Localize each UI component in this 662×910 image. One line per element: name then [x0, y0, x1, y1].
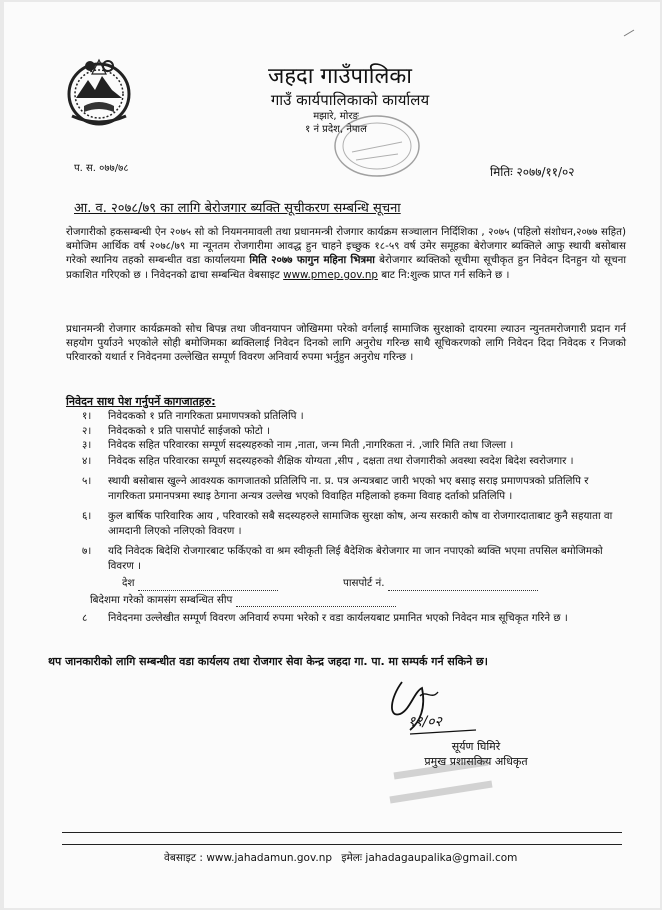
list-item	[82, 409, 622, 424]
office-name: गाउँ कार्यपालिकाको कार्यालय	[270, 91, 430, 109]
office-stamp-icon	[322, 102, 432, 182]
skill-label: बिदेशमा गरेको कामसंग सम्बन्धित सीप	[90, 593, 233, 606]
designation-stamp-icon	[388, 756, 498, 816]
nepal-emblem-icon	[62, 54, 136, 128]
requirements-heading: निवेदन साथ पेश गर्नुपर्ने कागजातहरु:	[66, 395, 216, 408]
list-item-text: निवेदकको १ प्रति पासपोर्ट साईजको फोटो ।	[108, 424, 270, 437]
country-passport-row	[82, 576, 622, 591]
list-item-number: ४।	[82, 454, 92, 467]
list-item-text: निवेदनमा उल्लेखीत सम्पूर्ण विवरण अनिवार्य रुपमा भरेको र वडा कार्यलयबाट प्रमानित भएको निवेदन मात्र सूचिकृत गरिने छ ।	[108, 612, 568, 624]
pen-mark-icon	[622, 28, 638, 38]
requirements-list	[82, 409, 622, 626]
list-item-text: कुल बार्षिक पारिवारिक आय , परिवारको सबै सदस्यहरुले सामाजिक सुरक्षा कोष, अन्य सरकारी कोष वा रोजगारदाताबाट कुनै सहयाता वा आमदानी लिएको नलिएको विवरण ।	[108, 510, 613, 537]
notice-date	[490, 163, 575, 180]
date-label: मितिः	[490, 165, 513, 179]
paragraph-1-text-b: बेरोजगार ब्यक्तिको सूचीमा सूचीकृत हुन निवेदन दिनहुन यो सूचना प्रकाशित गरिएको छ । निवेदनको ढाचा सम्बन्धित वेबसाइट	[66, 254, 627, 281]
signature-date: ११/०२	[408, 714, 442, 730]
list-item-text: यदि निवेदक बिदेशि रोजगारबाट फर्किएको वा श्रम स्वीकृती लिई बैदेशिक बेरोजगार मा जान नपाएको ब्यक्ति भएमा तपसिल बमोजिमको विवरण ।	[108, 545, 603, 572]
address-line-2: १ नं प्रदेश, नेपाल	[305, 124, 367, 135]
list-item-text: निवेदकको १ प्रति नागरिकता प्रमाणपत्रको प्रतिलिपि ।	[108, 410, 304, 422]
list-item-number: ८	[82, 612, 88, 624]
passport-field[interactable]	[388, 590, 538, 591]
pmep-url: www.pmep.gov.np	[283, 268, 378, 281]
website-label: वेबसाइट :	[164, 852, 203, 864]
paragraph-1-deadline: मिति २०७७ फागुन महिना भित्रमा	[249, 254, 375, 267]
passport-label: पासपोर्ट नं.	[343, 577, 385, 589]
footer-rule-top	[62, 832, 622, 833]
address-line-1: मझारे, मोरङ	[313, 111, 359, 122]
list-item-number: ६।	[82, 510, 92, 522]
country-label: देश	[122, 577, 135, 589]
email-link[interactable]: jahadagaupalika@gmail.com	[365, 852, 518, 864]
list-item-number: ३।	[82, 439, 92, 451]
list-item-number: २।	[82, 424, 92, 437]
list-item	[82, 454, 622, 469]
list-item-number: ७।	[82, 545, 92, 557]
list-item	[82, 474, 622, 503]
notice-title: आ. व. २०७८/७९ का लागि बेरोजगार ब्यक्ति सूचीकरण सम्बन्धि सूचना	[74, 201, 401, 216]
email-label: इमेलः	[341, 852, 363, 864]
website-link[interactable]: www.jahadamun.gov.np	[206, 852, 333, 864]
list-item-text: निवेदक सहित परिवारका सम्पूर्ण सदस्यहरुको शैक्षिक योग्यता ,सीप , दक्षता तथा रोजगारीको अवस्था स्वदेश बिदेश स्वरोजगार ।	[108, 454, 574, 467]
list-item	[82, 438, 622, 453]
paragraph-1	[66, 225, 626, 282]
paragraph-1-text-c: बाट नि:शुल्क प्राप्त गर्न सकिने छ ।	[381, 268, 510, 281]
list-item	[82, 424, 622, 439]
org-name: जहदा गाउँपालिका	[268, 64, 412, 89]
list-item-number: ५।	[82, 475, 92, 487]
list-item-number: १।	[82, 410, 92, 422]
list-item	[82, 544, 622, 573]
list-item-text: निवेदक सहित परिवारका सम्पूर्ण सदस्यहरुको नाम ,नाता, जन्म मिती ,नागरिकता नं. ,जारि मिति तथा जिल्ला ।	[108, 439, 514, 451]
contact-note: थप जानकारीको लागि सम्बन्धीत वडा कार्यलय तथा रोजगार सेवा केन्द्र जहदा गा. पा. मा सम्पर्क गर्न सकिने छ।	[48, 655, 488, 668]
signatory-designation: प्रमुख प्रशासकिय अधिकृत	[424, 755, 528, 768]
paragraph-1-text-a: रोजगारीको हकसम्बन्धी ऐन २०७५ सो को नियमनमावली तथा प्रधानमन्त्री रोजगार कार्यक्रम सञ्चालान निर्दिशिका , २०७५ (पहिलो संशोधन,२०७७ सहित) बमोजिम आर्थिक वर्ष २०७८/७९ मा न्यूनतम रोजगारीमा आवद्ध हुन चाहने इच्छुक १८-५९ वर्ष उमेर समूहका बेरोजगार ब्यक्तिले आफु स्थायी बसोबास गरेको स्थानिय तहको सम्बन्धीत वडा कार्यालयमा	[66, 226, 626, 267]
skill-row	[82, 593, 622, 608]
notice-page	[4, 2, 660, 908]
date-value: २०७७/११/०२	[516, 165, 575, 179]
reference-number: प. स. ०७७/७८	[74, 163, 129, 174]
list-item-text: स्थायी बसोबास खुल्ने आवश्यक कागजातको प्रतिलिपि ना. प्र. पत्र अन्यत्रबाट जारी भएको भए बसाइ सराइ प्रमाणपत्रको प्रतिलिपि र नागरिकता प्रमानपत्रमा स्थाइ ठेगाना अन्यत्र उल्लेख भएको विवाहित महिलाको हकमा विवाह दर्ताको प्रतिलिपि ।	[108, 475, 589, 502]
list-item	[82, 509, 622, 538]
paragraph-2: प्रधानमन्त्री रोजगार कार्यक्रमको सोच बिपन्न तथा जीवनयापन जोखिममा परेको वर्गलाई सामाजिक सुरक्षाको दायरमा ल्याउन न्युनतमरोजगारी प्रदान गर्न सहयोग पुर्याउने भएकोले सोही बमोजिमका ब्यक्तिलाई निवेदन दिनको लागि अनुरोध गरिन्छ साथै सूचिकरणको लागि निवेदन दिदा निवेदक र निजको परिवारको यथार्त र निवेदनमा उल्लेखित सम्पूर्ण विवरण अनिवार्य रुपमा भर्नुहुन अनुरोध गरिन्छ ।	[66, 323, 626, 364]
skill-field[interactable]	[236, 606, 396, 607]
footer-contact	[164, 851, 517, 865]
footer-rule-bottom	[62, 844, 622, 845]
list-item	[82, 611, 622, 626]
country-field[interactable]	[138, 590, 278, 591]
signatory-name: सूर्यण घिमिरे	[451, 740, 501, 753]
